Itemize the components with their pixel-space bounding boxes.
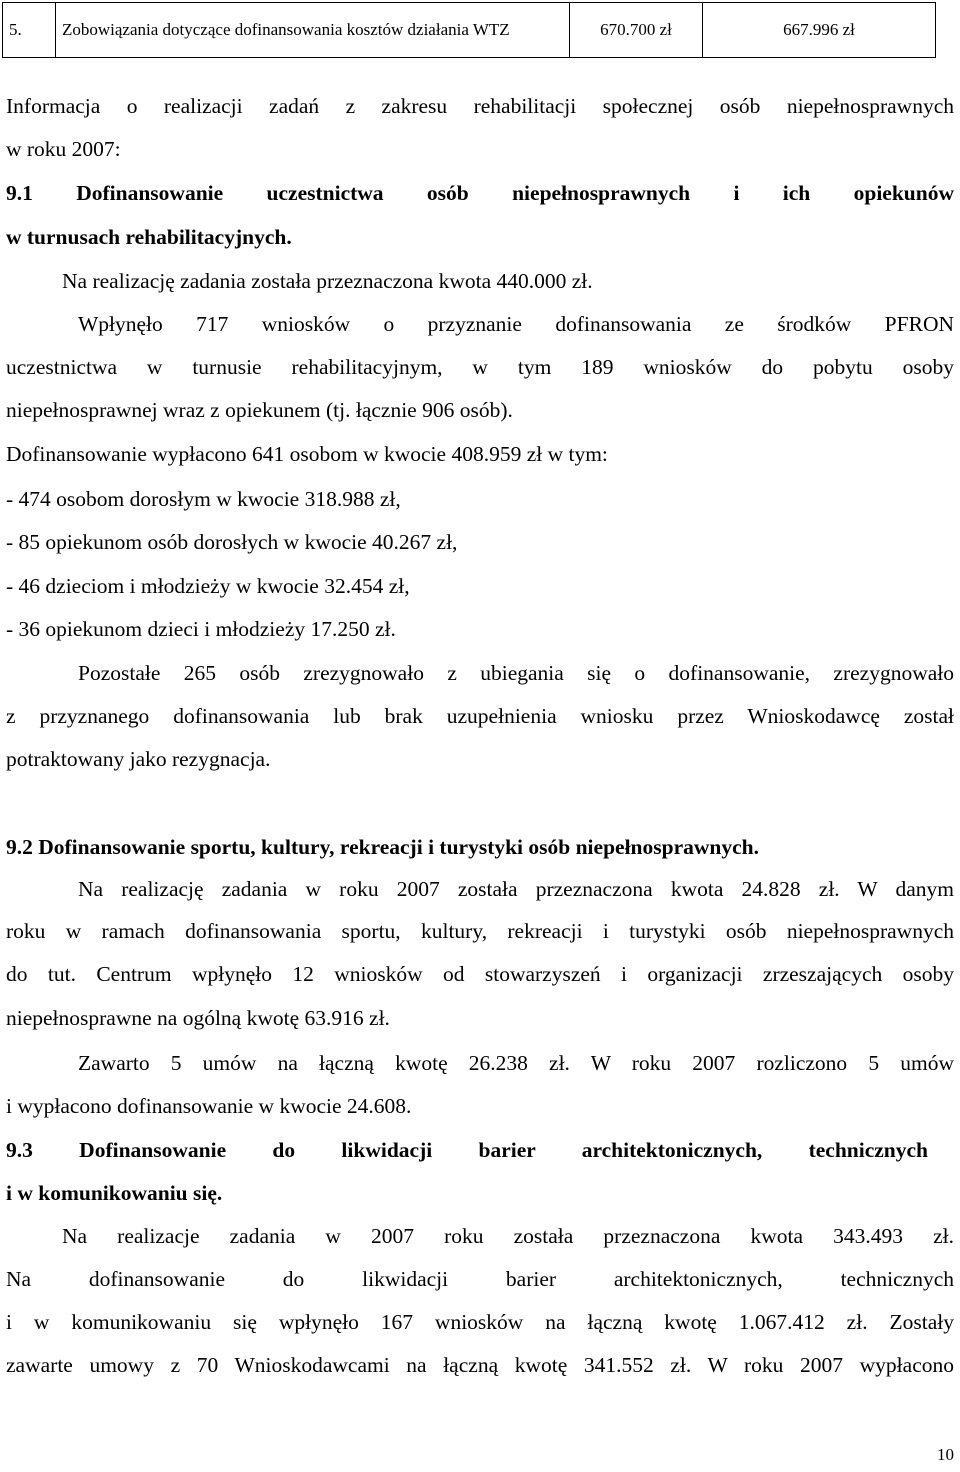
list-item: - 85 opiekunom osób dorosłych w kwocie 40.267 zł,	[6, 530, 458, 554]
section-9-2-p1-line1: Na realizację zadania w roku 2007 została przeznaczona kwota 24.828 zł. W danym	[78, 877, 954, 901]
section-9-2-p2-line2: i wypłacono dofinansowanie w kwocie 24.608.	[6, 1094, 412, 1118]
section-9-1-paid: Dofinansowanie wypłacono 641 osobom w kwocie 408.959 zł w tym:	[6, 442, 608, 466]
list-item: - 46 dzieciom i młodzieży w kwocie 32.454 zł,	[6, 574, 410, 598]
page-number: 10	[937, 1445, 954, 1464]
section-9-2-p2-line1: Zawarto 5 umów na łączną kwotę 26.238 zł. W roku 2007 rozliczono 5 umów	[78, 1051, 954, 1075]
table-row	[3, 3, 936, 58]
section-9-1-heading: 9.1 Dofinansowanie uczestnictwa osób niepełnosprawnych i ich opiekunów	[6, 181, 954, 205]
section-9-1-p2-line2: z przyznanego dofinansowania lub brak uzupełnienia wniosku przez Wnioskodawcę został	[6, 704, 954, 728]
section-9-2-p1-line4: niepełnosprawne na ogólną kwotę 63.916 zł.	[6, 1006, 390, 1030]
section-9-1-p1-line2: uczestnictwa w turnusie rehabilitacyjnym, w tym 189 wniosków do pobytu osoby	[6, 355, 954, 379]
section-9-1-p2-line1: Pozostałe 265 osób zrezygnowało z ubiegania się o dofinansowanie, zrezygnowało	[78, 661, 954, 685]
section-9-3-p1-line2: Na dofinansowanie do likwidacji barier architektonicznych, technicznych	[6, 1267, 954, 1291]
section-9-1-heading-cont: w turnusach rehabilitacyjnych.	[6, 225, 292, 249]
list-item: - 474 osobom dorosłym w kwocie 318.988 zł,	[6, 487, 401, 511]
section-9-1-p1-line3: niepełnosprawnej wraz z opiekunem (tj. łącznie 906 osób).	[6, 398, 513, 422]
row-description: Zobowiązania dotyczące dofinansowania kosztów działania WTZ	[56, 3, 570, 58]
section-9-3-p1-line4: zawarte umowy z 70 Wnioskodawcami na łączną kwotę 341.552 zł. W roku 2007 wypłacono	[6, 1353, 954, 1377]
section-9-1-p1-line1: Wpłynęło 717 wniosków o przyznanie dofinansowania ze środków PFRON	[78, 312, 954, 336]
section-9-3-p1-line3: i w komunikowaniu się wpłynęło 167 wniosków na łączną kwotę 1.067.412 zł. Zostały	[6, 1310, 954, 1334]
section-9-3-heading: 9.3 Dofinansowanie do likwidacji barier architektonicznych, technicznych	[6, 1138, 928, 1162]
row-value-planned: 670.700 zł	[570, 3, 703, 58]
row-number: 5.	[3, 3, 56, 58]
list-item: - 36 opiekunom dzieci i młodzieży 17.250 zł.	[6, 617, 396, 641]
row-value-executed: 667.996 zł	[703, 3, 936, 58]
section-9-2-p1-line3: do tut. Centrum wpłynęło 12 wniosków od stowarzyszeń i organizacji zrzeszających osoby	[6, 962, 954, 986]
section-9-2-heading: 9.2 Dofinansowanie sportu, kultury, rekreacji i turystyki osób niepełnosprawnych.	[6, 835, 759, 859]
section-9-3-p1-line1: Na realizacje zadania w 2007 roku została przeznaczona kwota 343.493 zł.	[62, 1224, 954, 1248]
section-9-1-p2-line3: potraktowany jako rezygnacja.	[6, 747, 271, 771]
section-9-2-p1-line2: roku w ramach dofinansowania sportu, kultury, rekreacji i turystyki osób niepełnosprawnych	[6, 919, 954, 943]
intro-line-1: Informacja o realizacji zadań z zakresu rehabilitacji społecznej osób niepełnosprawnych	[6, 94, 954, 118]
summary-table	[2, 2, 936, 58]
section-9-1-amount: Na realizację zadania została przeznaczona kwota 440.000 zł.	[62, 269, 593, 293]
intro-line-2: w roku 2007:	[6, 137, 121, 161]
section-9-3-heading-cont: i w komunikowaniu się.	[6, 1181, 223, 1205]
